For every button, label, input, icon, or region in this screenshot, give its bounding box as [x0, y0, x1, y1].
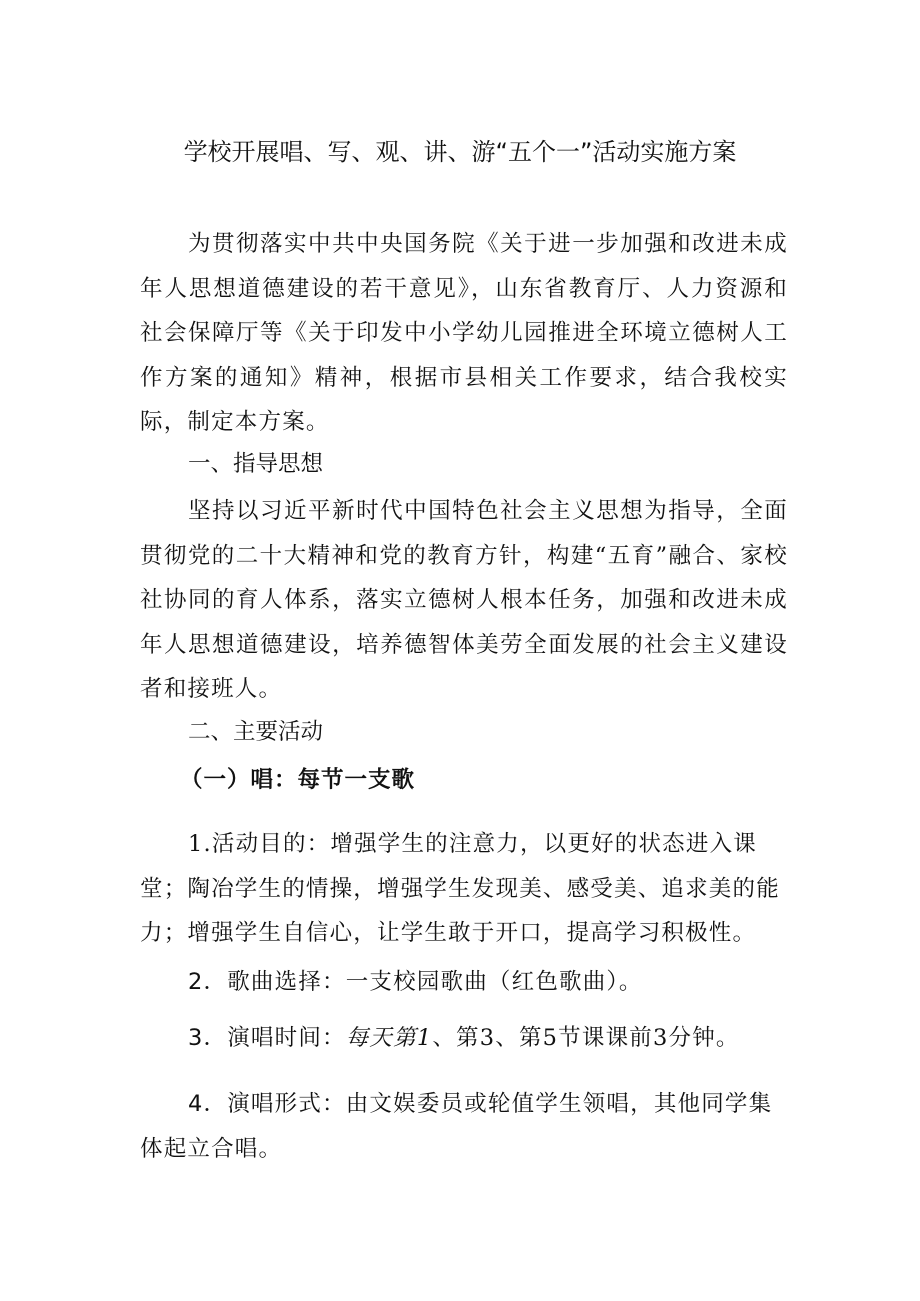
section-heading-guiding-ideology: 一、指导思想 — [188, 451, 324, 477]
document-title: 学校开展唱、写、观、讲、游“五个一”活动实施方案 — [183, 138, 737, 166]
item-label: ．演唱时间： — [203, 1025, 346, 1051]
activity-item-singing-time — [140, 1016, 788, 1061]
section-heading-main-activities: 二、主要活动 — [188, 719, 324, 745]
intro-paragraph: 为贯彻落实中共中央国务院《关于进一步加强和改进未成年人思想道德建设的若干意见》，山东省教育厅、人力资源和社会保障厅等《关于印发中小学幼儿园推进全环境立德树人工作方案的通知》精神，根据市县相关工作要求，结合我校实际，制定本方案。 — [140, 231, 788, 435]
activity-item-singing-form — [140, 1082, 788, 1171]
item-italic-text: 每天第1 — [345, 1025, 433, 1051]
item-text: 、第3、第5节课课前3分钟。 — [432, 1025, 740, 1051]
item-text: ．歌曲选择：一支校园歌曲（红色歌曲）。 — [203, 969, 643, 995]
item-number: 3 — [188, 1025, 204, 1051]
activity-item-purpose: 1.活动目的：增强学生的注意力，以更好的状态进入课堂；陶冶学生的情操，增强学生发现美、感受美、追求美的能力；增强学生自信心，让学生敢于开口，提高学习积极性。 — [140, 831, 780, 946]
activity-item-song-selection — [140, 960, 788, 1005]
subsection-heading-sing: （一）唱：每节一支歌 — [180, 767, 416, 793]
guiding-ideology-paragraph: 坚持以习近平新时代中国特色社会主义思想为指导，全面贯彻党的二十大精神和党的教育方针，构建“五育”融合、家校社协同的育人体系，落实立德树人根本任务，加强和改进未成年人思想道德建设，培养德智体美劳全面发展的社会主义建设者和接班人。 — [140, 498, 788, 702]
item-text: ．演唱形式：由文娱委员或轮值学生领唱，其他同学集体起立合唱。 — [140, 1091, 773, 1162]
item-number: 4 — [188, 1091, 204, 1117]
item-number: 2 — [188, 969, 204, 995]
